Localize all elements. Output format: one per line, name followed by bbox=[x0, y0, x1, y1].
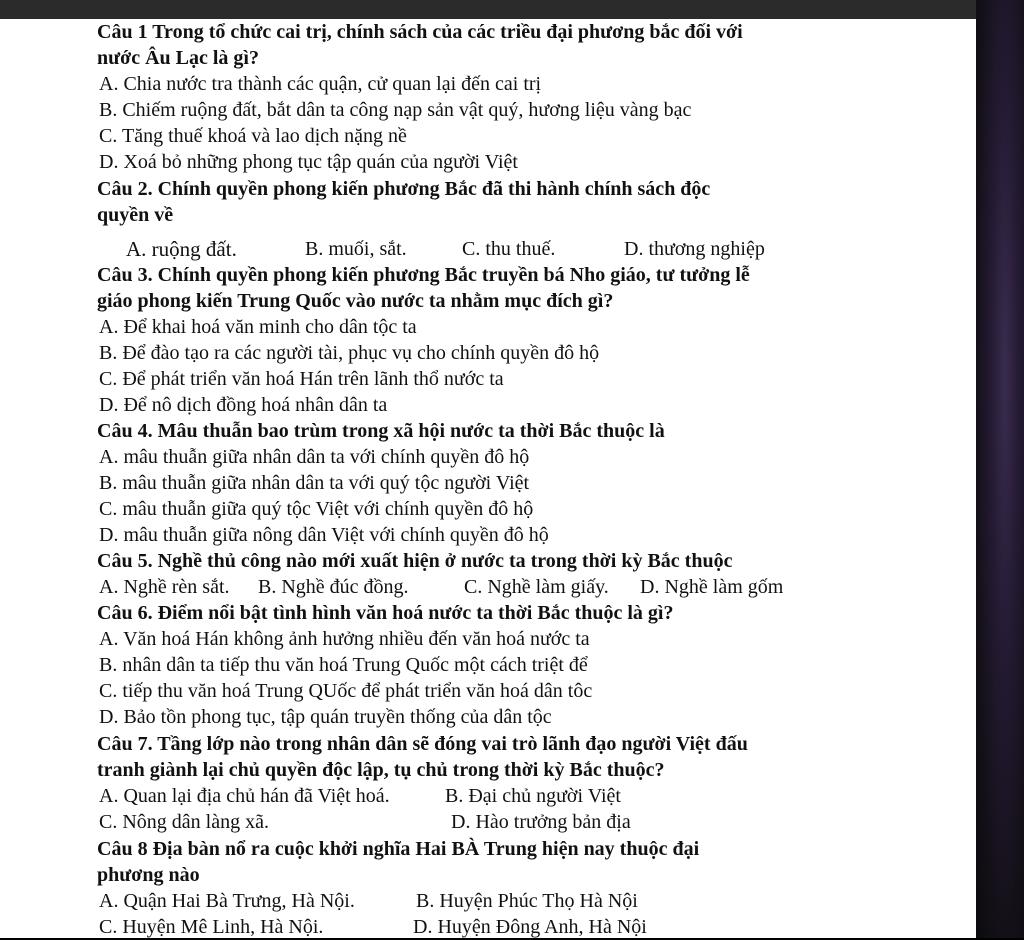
top-bar bbox=[0, 0, 976, 19]
question-5-option-a: A. Nghề rèn sắt. bbox=[99, 576, 230, 598]
question-3-option-d: D. Để nô dịch đồng hoá nhân dân ta bbox=[99, 394, 388, 416]
question-4-option-a: A. mâu thuẫn giữa nhân dân ta với chính quyền đô hộ bbox=[99, 446, 530, 468]
question-5-option-c: C. Nghề làm giấy. bbox=[464, 576, 609, 598]
question-3-title: Câu 3. Chính quyền phong kiến phương Bắc truyền bá Nho giáo, tư tưởng lễ bbox=[97, 264, 750, 286]
question-8-option-d: D. Huyện Đông Anh, Hà Nội bbox=[413, 916, 647, 938]
question-7-option-c: C. Nông dân làng xã. bbox=[99, 811, 269, 833]
question-3-option-a: A. Để khai hoá văn minh cho dân tộc ta bbox=[99, 316, 417, 338]
question-4-title: Câu 4. Mâu thuẫn bao trùm trong xã hội nước ta thời Bắc thuộc là bbox=[97, 420, 665, 442]
question-8-option-b: B. Huyện Phúc Thọ Hà Nội bbox=[416, 890, 638, 912]
question-7-option-a: A. Quan lại địa chủ hán đã Việt hoá. bbox=[99, 785, 390, 807]
question-6-title: Câu 6. Điểm nổi bật tình hình văn hoá nước ta thời Bắc thuộc là gì? bbox=[97, 602, 674, 624]
document-page bbox=[0, 19, 976, 938]
question-5-title: Câu 5. Nghề thủ công nào mới xuất hiện ở nước ta trong thời kỳ Bắc thuộc bbox=[97, 550, 733, 572]
question-2-title: Câu 2. Chính quyền phong kiến phương Bắc đã thi hành chính sách độc bbox=[97, 178, 711, 200]
question-8-option-c: C. Huyện Mê Linh, Hà Nội. bbox=[99, 916, 324, 938]
question-1-title-cont: nước Âu Lạc là gì? bbox=[97, 47, 259, 69]
question-3-title-cont: giáo phong kiến Trung Quốc vào nước ta nhằm mục đích gì? bbox=[97, 290, 614, 312]
question-7-title: Câu 7. Tầng lớp nào trong nhân dân sẽ đóng vai trò lãnh đạo người Việt đấu bbox=[97, 733, 748, 755]
question-8-option-a: A. Quận Hai Bà Trưng, Hà Nội. bbox=[99, 890, 355, 912]
question-1-option-c: C. Tăng thuế khoá và lao dịch nặng nề bbox=[99, 125, 407, 147]
question-6-option-c: C. tiếp thu văn hoá Trung QUốc để phát triển văn hoá dân tôc bbox=[99, 680, 593, 702]
question-3-option-b: B. Để đào tạo ra các người tài, phục vụ cho chính quyền đô hộ bbox=[99, 342, 600, 364]
question-7-option-b: B. Đại chủ người Việt bbox=[445, 785, 621, 807]
question-2-title-cont: quyền về bbox=[97, 204, 174, 226]
question-6-option-b: B. nhân dân ta tiếp thu văn hoá Trung Quốc một cách triệt để bbox=[99, 654, 588, 676]
question-4-option-d: D. mâu thuẫn giữa nông dân Việt với chính quyền đô hộ bbox=[99, 524, 549, 546]
question-4-option-b: B. mâu thuẫn giữa nhân dân ta với quý tộc người Việt bbox=[99, 472, 530, 494]
question-8-title-cont: phương nào bbox=[97, 864, 200, 886]
question-1-option-d: D. Xoá bỏ những phong tục tập quán của người Việt bbox=[99, 151, 518, 173]
question-5-option-b: B. Nghề đúc đồng. bbox=[258, 576, 409, 598]
question-1-title: Câu 1 Trong tổ chức cai trị, chính sách của các triều đại phương bắc đối với bbox=[97, 21, 743, 43]
question-7-option-d: D. Hào trưởng bản địa bbox=[451, 811, 631, 833]
question-5-option-d: D. Nghề làm gốm bbox=[640, 576, 784, 598]
question-1-option-b: B. Chiếm ruộng đất, bắt dân ta công nạp sản vật quý, hương liệu vàng bạc bbox=[99, 99, 692, 121]
question-4-option-c: C. mâu thuẫn giữa quý tộc Việt với chính quyền đô hộ bbox=[99, 498, 534, 520]
question-6-option-d: D. Bảo tồn phong tục, tập quán truyền thống của dân tộc bbox=[99, 706, 552, 728]
question-7-title-cont: tranh giành lại chủ quyền độc lập, tụ chủ trong thời kỳ Bắc thuộc? bbox=[97, 759, 665, 781]
question-1-option-a: A. Chia nước tra thành các quận, cử quan lại đến cai trị bbox=[99, 73, 542, 95]
question-2-option-b: B. muối, sắt. bbox=[305, 238, 407, 260]
question-2-option-a: A. ruộng đất. bbox=[126, 237, 237, 261]
question-6-option-a: A. Văn hoá Hán không ảnh hưởng nhiều đến văn hoá nước ta bbox=[99, 628, 590, 650]
question-2-option-d: D. thương nghiệp bbox=[624, 238, 765, 260]
question-3-option-c: C. Để phát triển văn hoá Hán trên lãnh thổ nước ta bbox=[99, 368, 504, 390]
background-panel bbox=[976, 0, 1024, 938]
question-8-title: Câu 8 Địa bàn nổ ra cuộc khởi nghĩa Hai BÀ Trung hiện nay thuộc đại bbox=[97, 838, 700, 860]
question-2-option-c: C. thu thuế. bbox=[462, 238, 556, 260]
